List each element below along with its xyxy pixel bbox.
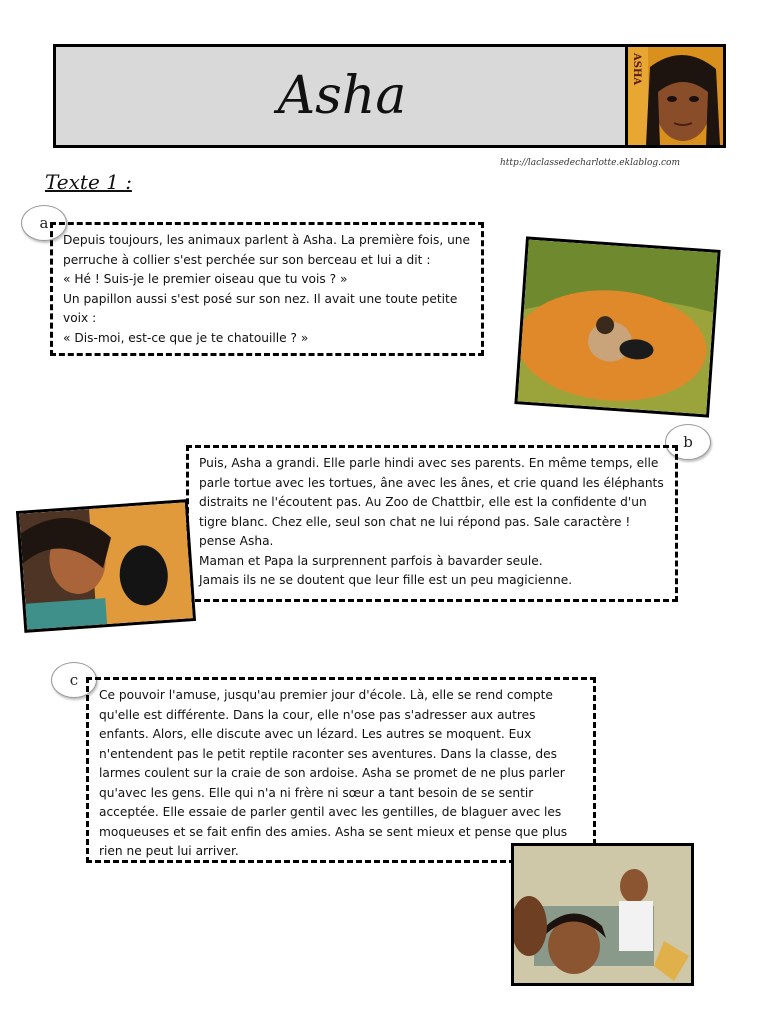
paragraph: Puis, Asha a grandi. Elle parle hindi avec ses parents. En même temps, elle parle tortue avec les tortues, âne avec les ânes, et crie quand les éléphants distraits ne l'écoutent pas. Au Zoo de Chattbir, elle est la confidente d'un tigre blanc. Chez elle, seul son chat ne lui répond pas. Sale caractère ! pense Asha. xyxy=(199,456,664,548)
text-box-a xyxy=(50,222,484,356)
label-c: c xyxy=(51,662,97,698)
text-box-b xyxy=(186,445,678,602)
section-title: Texte 1 : xyxy=(45,170,132,194)
paragraph: « Dis-moi, est-ce que je te chatouille ? » xyxy=(63,330,309,345)
cover-title: ASHA xyxy=(631,53,642,86)
text-box-c xyxy=(86,677,596,863)
illustration-girl-holding-cat xyxy=(16,499,196,633)
page-title: Asha xyxy=(277,66,407,126)
paragraph: Ce pouvoir l'amuse, jusqu'au premier jour d'école. Là, elle se rend compte qu'elle est différente. Dans la cour, elle n'ose pas s'adresser aux autres enfants. Alors, elle discute avec un lézard. Les autres se moquent. Eux n'entendent pas le petit reptile raconter ses aventures. Dans la classe, des larmes coulent sur la craie de son ardoise. Asha se promet de ne plus parler qu'avec les gens. Elle qui n'a ni frère ni sœur a tant besoin de se sentir acceptée. Elle essaie de parler gentil avec les gentilles, de blaguer avec les moqueuses et se fait enfin des amies. Asha se sent mieux et pense que plus rien ne peut lui arriver. xyxy=(99,688,568,858)
label-a: a xyxy=(21,205,67,241)
paragraph: Maman et Papa la surprennent parfois à bavarder seule. xyxy=(199,553,543,568)
paragraph: Depuis toujours, les animaux parlent à Asha. La première fois, une perruche à collier s'est perchée sur son berceau et lui a dit : xyxy=(63,233,471,267)
source-url[interactable]: http://laclassedecharlotte.eklablog.com xyxy=(500,158,680,168)
paragraph: « Hé ! Suis-je le premier oiseau que tu vois ? » xyxy=(63,272,348,286)
book-cover-image xyxy=(625,47,723,145)
illustration-girls-school xyxy=(511,843,694,986)
paragraph: Un papillon aussi s'est posé sur son nez. Il avait une toute petite voix : xyxy=(63,291,458,325)
label-b: b xyxy=(665,424,711,460)
header-banner xyxy=(53,44,726,148)
paragraph: Jamais ils ne se doutent que leur fille est un peu magicienne. xyxy=(199,573,573,587)
illustration-girl-with-cat-meadow xyxy=(514,236,720,417)
